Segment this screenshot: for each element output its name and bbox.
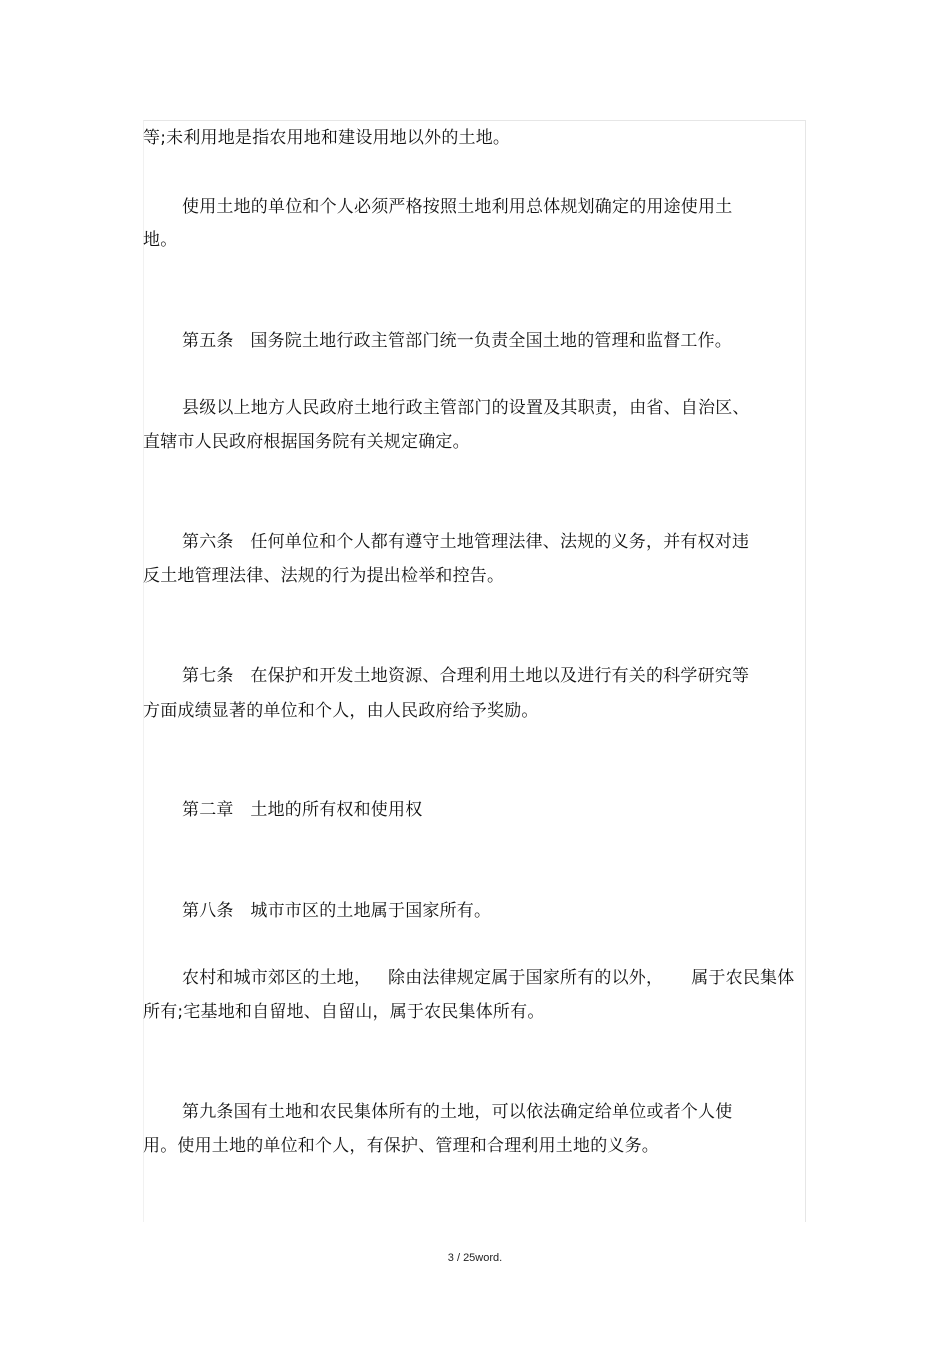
article-heading: 第五条 国务院土地行政主管部门统一负责全国土地的管理和监督工作。 <box>182 331 733 351</box>
paragraph-line: 等;未利用地是指农用地和建设用地以外的土地。 <box>143 128 511 148</box>
page-number-footer: 3 / 25word. <box>447 1252 503 1264</box>
article-heading: 第九条国有土地和农民集体所有的土地，可以依法确定给单位或者个人使 <box>182 1102 733 1122</box>
paragraph-line: 方面成绩显著的单位和个人，由人民政府给予奖励。 <box>143 701 539 721</box>
paragraph-line: 直辖市人民政府根据国务院有关规定确定。 <box>143 432 470 452</box>
article-heading: 第七条 在保护和开发土地资源、合理利用土地以及进行有关的科学研究等 <box>182 666 750 686</box>
paragraph-line: 地。 <box>143 230 178 250</box>
paragraph-line: 用。使用土地的单位和个人，有保护、管理和合理利用土地的义务。 <box>143 1136 659 1156</box>
paragraph-line: 农村和城市郊区的土地， 除由法律规定属于国家所有的以外， 属于农民集体 <box>182 968 795 988</box>
chapter-heading: 第二章 土地的所有权和使用权 <box>182 800 423 820</box>
article-heading: 第六条 任何单位和个人都有遵守土地管理法律、法规的义务，并有权对违 <box>182 532 750 552</box>
paragraph-line: 使用土地的单位和个人必须严格按照土地利用总体规划确定的用途使用土 <box>182 197 733 217</box>
article-heading: 第八条 城市市区的土地属于国家所有。 <box>182 901 492 921</box>
paragraph-line: 所有;宅基地和自留地、自留山，属于农民集体所有。 <box>143 1002 545 1022</box>
paragraph-line: 反土地管理法律、法规的行为提出检举和控告。 <box>143 566 505 586</box>
paragraph-line: 县级以上地方人民政府土地行政主管部门的设置及其职责，由省、自治区、 <box>182 398 750 418</box>
